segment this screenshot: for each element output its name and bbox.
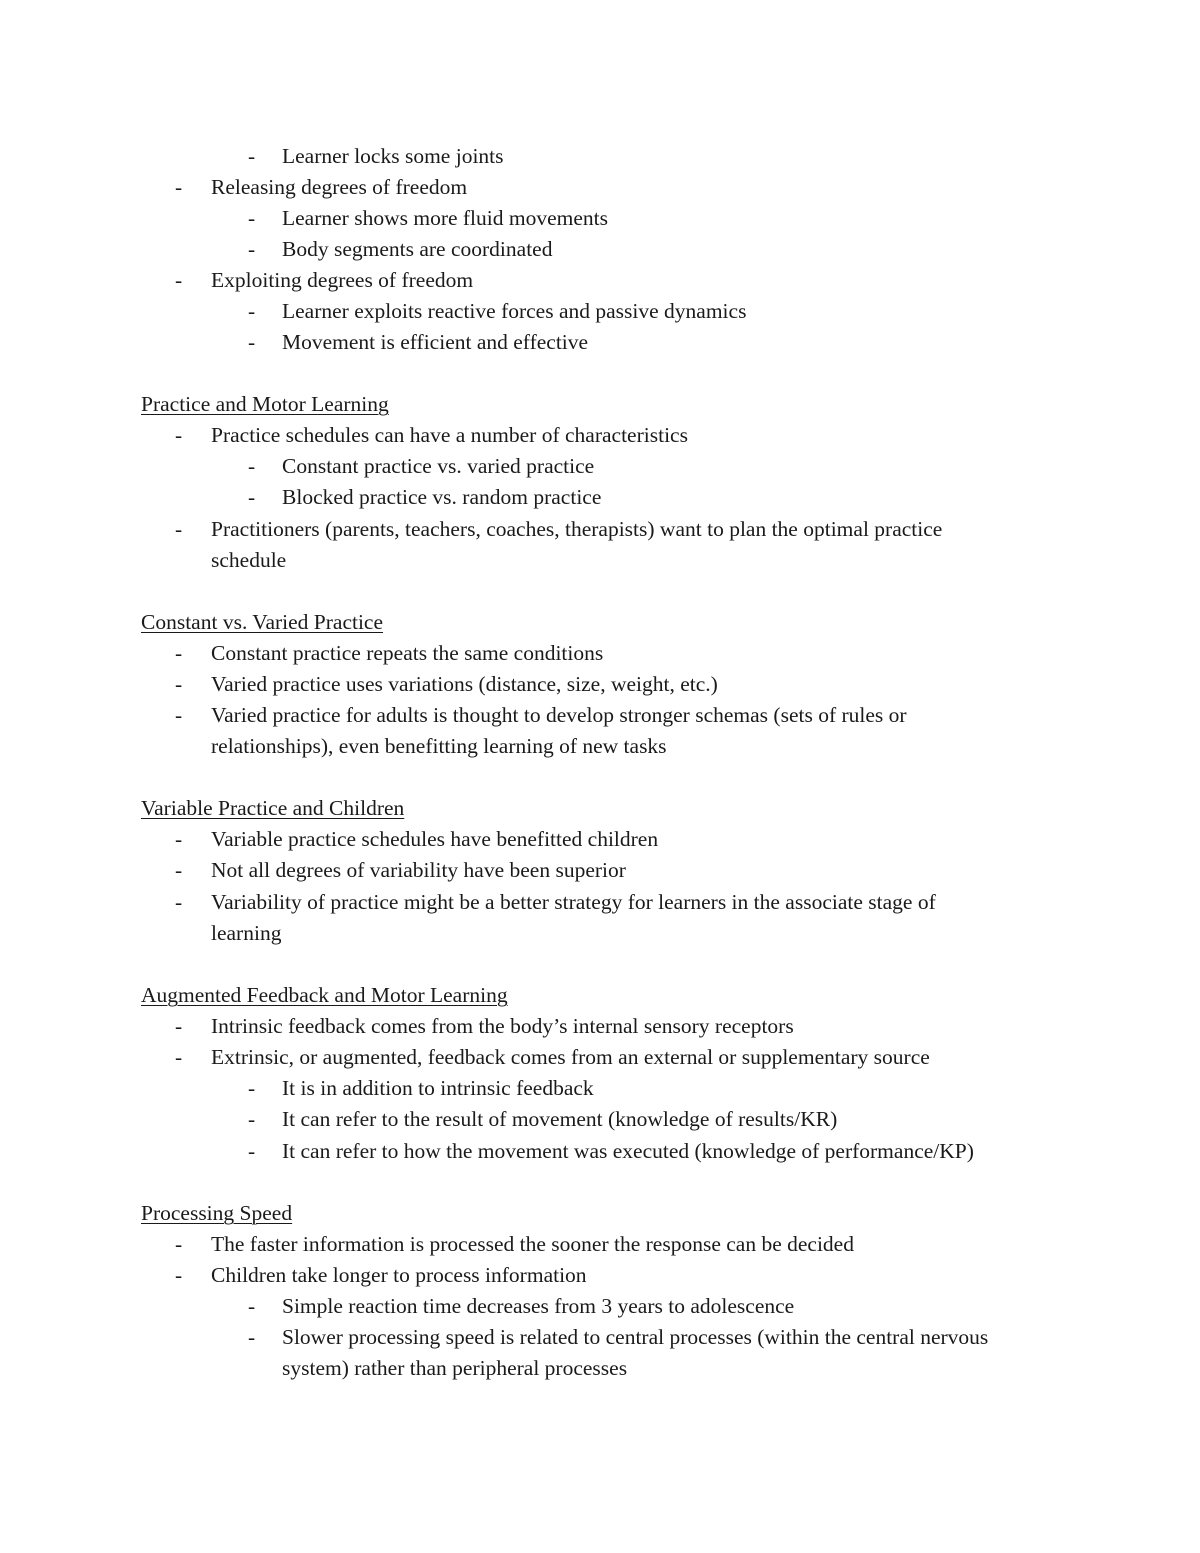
list-item [0,1136,1200,1167]
section-heading-text: Augmented Feedback and Motor Learning [141,983,508,1007]
bullet-dash: - [175,175,183,199]
bullet-dash: - [248,1076,256,1100]
bullet-dash: - [248,1139,256,1163]
bullet-dash: - [175,517,183,541]
section-heading [0,389,1200,420]
list-item [0,172,1200,203]
list-item [0,265,1200,296]
list-item [0,203,1200,234]
section-heading [0,980,1200,1011]
list-item [0,669,1200,700]
list-item-continuation [0,731,1200,762]
list-item-text: Blocked practice vs. random practice [282,485,602,509]
list-item [0,327,1200,358]
list-item-text: Variable practice schedules have benefitted children [211,827,659,851]
list-item-text: Learner exploits reactive forces and passive dynamics [282,299,747,323]
list-item-text: Learner locks some joints [282,144,504,168]
bullet-dash: - [248,144,256,168]
section-heading-text: Constant vs. Varied Practice [141,610,384,634]
bullet-dash: - [248,330,256,354]
bullet-dash: - [175,703,183,727]
bullet-dash: - [175,1263,183,1287]
list-item [0,1322,1200,1353]
list-item [0,141,1200,172]
list-item-text: Children take longer to process information [211,1263,587,1287]
list-item-text: Intrinsic feedback comes from the body’s internal sensory receptors [211,1014,794,1038]
list-item-continuation [0,918,1200,949]
list-item-text: Practice schedules can have a number of characteristics [211,423,688,447]
list-item-text: Varied practice for adults is thought to develop stronger schemas (sets of rules or [211,703,907,727]
section-heading [0,607,1200,638]
bullet-dash: - [175,890,183,914]
section-heading-text: Practice and Motor Learning [141,392,389,416]
list-item [0,1291,1200,1322]
section-heading-text: Processing Speed [141,1201,293,1225]
list-item [0,1073,1200,1104]
bullet-dash: - [248,1325,256,1349]
bullet-dash: - [248,206,256,230]
list-item [0,451,1200,482]
bullet-dash: - [175,1014,183,1038]
section-heading-text: Variable Practice and Children [141,796,405,820]
list-item [0,638,1200,669]
bullet-dash: - [248,485,256,509]
bullet-dash: - [175,423,183,447]
list-item-text: Varied practice uses variations (distance, size, weight, etc.) [211,672,718,696]
bullet-dash: - [248,299,256,323]
bullet-dash: - [248,237,256,261]
list-item [0,824,1200,855]
list-item-text: Not all degrees of variability have been superior [211,858,626,882]
list-item [0,482,1200,513]
bullet-dash: - [248,1294,256,1318]
bullet-dash: - [175,1232,183,1256]
list-item [0,1011,1200,1042]
bullet-dash: - [175,641,183,665]
list-item [0,234,1200,265]
list-item-text: Movement is efficient and effective [282,330,589,354]
list-item-text: It can refer to how the movement was executed (knowledge of performance/KP) [282,1139,974,1163]
list-item [0,1104,1200,1135]
section-heading [0,1198,1200,1229]
bullet-dash: - [175,827,183,851]
list-item [0,1042,1200,1073]
list-item-text: It is in addition to intrinsic feedback [282,1076,594,1100]
list-item-text: Extrinsic, or augmented, feedback comes from an external or supplementary source [211,1045,930,1069]
list-item-text: It can refer to the result of movement (knowledge of results/KR) [282,1107,838,1131]
list-item [0,700,1200,731]
list-item-text: Constant practice vs. varied practice [282,454,595,478]
section-heading [0,793,1200,824]
list-item [0,420,1200,451]
bullet-dash: - [175,672,183,696]
list-item-text: Simple reaction time decreases from 3 years to adolescence [282,1294,795,1318]
list-item-text: Learner shows more fluid movements [282,206,608,230]
list-item-text: learning [211,921,282,945]
list-item-text: The faster information is processed the sooner the response can be decided [211,1232,854,1256]
list-item-continuation [0,1353,1200,1384]
list-item-text: Releasing degrees of freedom [211,175,468,199]
list-item-text: Constant practice repeats the same conditions [211,641,604,665]
list-item-text: Variability of practice might be a better strategy for learners in the associate stage of [211,890,936,914]
bullet-dash: - [248,1107,256,1131]
list-item-text: Slower processing speed is related to central processes (within the central nervous [282,1325,989,1349]
list-item-text: system) rather than peripheral processes [282,1356,628,1380]
list-item [0,855,1200,886]
list-item-text: Practitioners (parents, teachers, coaches, therapists) want to plan the optimal practice [211,517,943,541]
list-item [0,887,1200,918]
bullet-dash: - [248,454,256,478]
bullet-dash: - [175,1045,183,1069]
list-item [0,296,1200,327]
list-item-text: schedule [211,548,287,572]
list-item-continuation [0,545,1200,576]
list-item [0,1260,1200,1291]
list-item-text: Body segments are coordinated [282,237,553,261]
list-item-text: Exploiting degrees of freedom [211,268,474,292]
list-item-text: relationships), even benefitting learning of new tasks [211,734,667,758]
bullet-dash: - [175,858,183,882]
list-item [0,1229,1200,1260]
list-item [0,514,1200,545]
bullet-dash: - [175,268,183,292]
